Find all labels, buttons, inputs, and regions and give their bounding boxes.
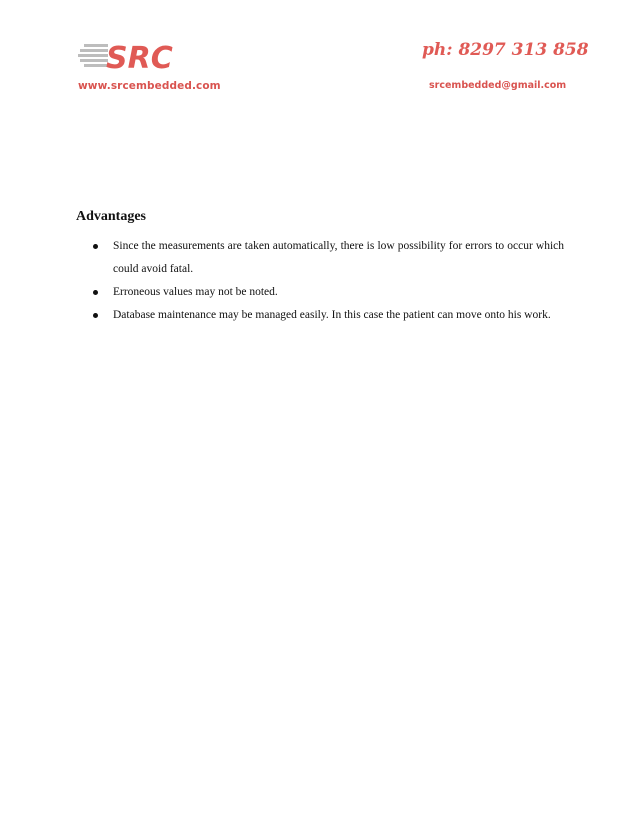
website-text: www.srcembedded.com: [78, 80, 221, 92]
section-heading: Advantages: [76, 209, 147, 224]
advantages-list: [76, 235, 564, 327]
src-logo-graphic: [78, 38, 178, 76]
bullet-icon: [93, 290, 98, 295]
list-item: [76, 304, 564, 327]
email-address: srcembedded@gmail.com: [429, 80, 567, 91]
bullet-icon: [93, 313, 98, 318]
list-item-text: Erroneous values may not be noted.: [113, 286, 278, 298]
document-body: [76, 207, 564, 327]
list-item-text: Database maintenance may be managed easily. In this case the patient can move onto his work.: [113, 309, 551, 321]
src-logo: [78, 38, 178, 76]
page-header: [0, 0, 638, 110]
list-item: [76, 281, 564, 304]
bullet-icon: [93, 244, 98, 249]
phone-number: ph: 8297 313 858: [422, 40, 589, 60]
src-logo-text: SRC: [106, 41, 173, 76]
list-item-text: Since the measurements are taken automatically, there is low possibility for errors to occur which could avoid fatal.: [113, 240, 564, 275]
list-item: [76, 235, 564, 281]
